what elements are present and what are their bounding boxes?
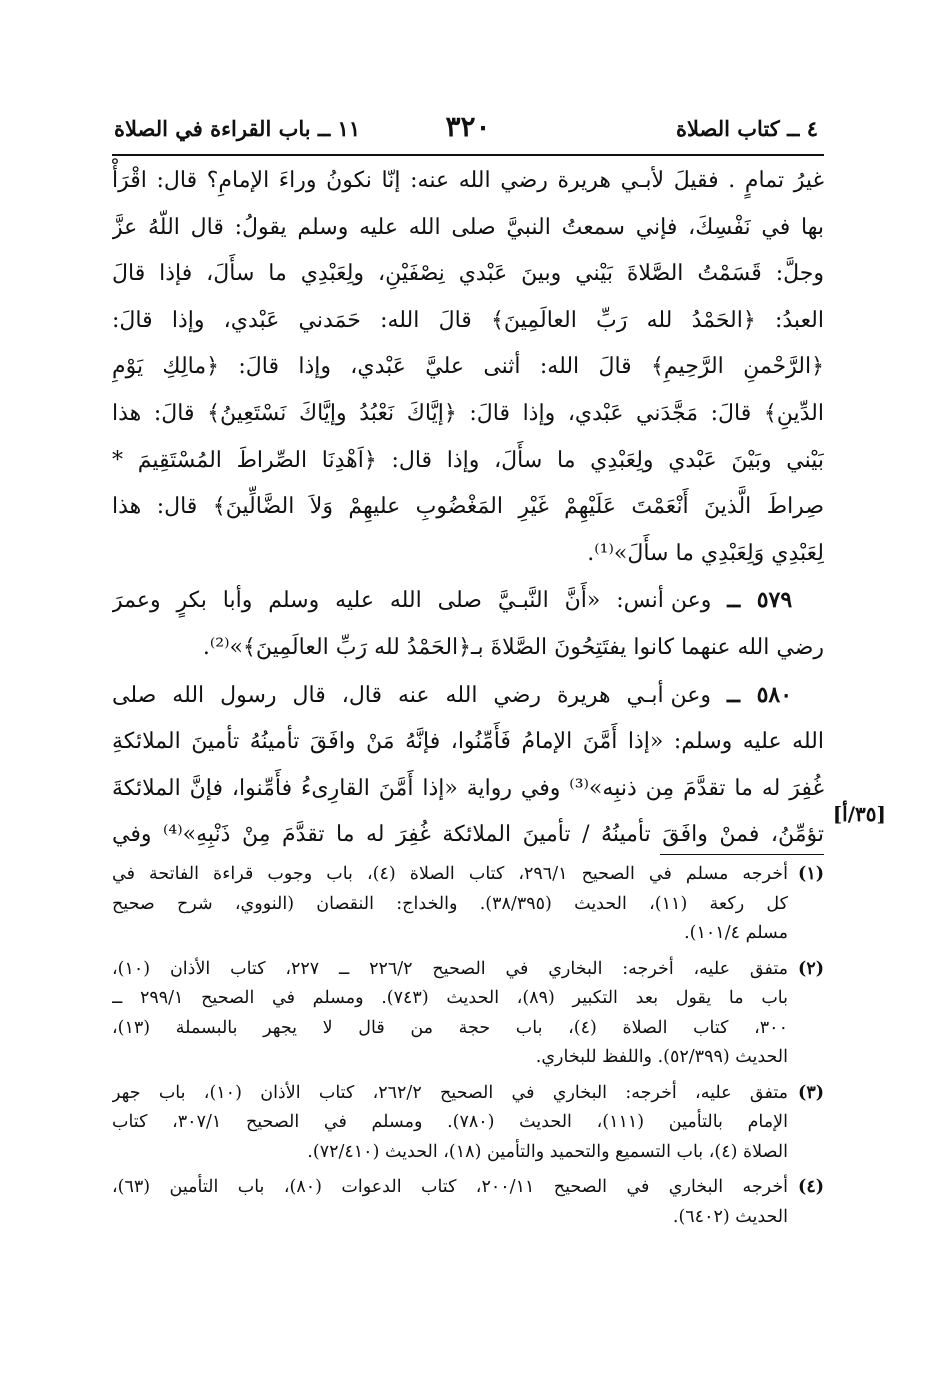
header-book-title: ٤ ــ كتاب الصلاة: [676, 116, 818, 141]
footnote-divider: [660, 854, 824, 855]
main-text: [112, 158, 824, 859]
footnote-1: [112, 860, 824, 949]
hadith-580: [112, 672, 824, 859]
manuscript-folio-marker: [٣٥/أ]: [832, 802, 886, 826]
running-header: [112, 108, 824, 156]
footnote-2: [112, 955, 824, 1073]
page-number: ٣٢٠: [445, 110, 491, 143]
footnote-line: باب ما يقول بعد التكبير (٨٩)، الحديث (٧٤٣). ومسلم في الصحيح ٢٩٩/١ ــ: [112, 988, 788, 1008]
footnote-line: كل ركعة (١١)، الحديث (٣٨/٣٩٥). والخداج: النقصان (النووي، شرح صحيح: [112, 893, 788, 914]
footnote-line: مسلم ١٠١/٤).: [684, 923, 788, 943]
footnote-line: ٣٠٠، كتاب الصلاة (٤)، باب حجة من قال لا يجهر بالبسملة (١٣)،: [112, 1017, 788, 1038]
paragraph-1: [112, 158, 824, 577]
footnote-line: الإمام بالتأمين (١١١)، الحديث (٧٨٠). ومسلم في الصحيح ٣٠٧/١، كتاب: [112, 1112, 788, 1132]
footnote-line: الحديث (٦٤٠٢).: [672, 1206, 788, 1227]
text-line: العبدُ: ﴿الحَمْدُ لله رَبِّ العالَمِينَ﴾ قالَ الله: حَمَدني عَبْدي، وإذا قالَ:: [112, 307, 824, 333]
book-page: [112, 108, 886, 1318]
text-line: غُفِرَ له ما تقدَّمَ مِن ذنبِه»⁽³⁾ وفي رواية «إذا أَمَّنَ القارِىءُ فأَمِّنوا، فإنَّ الملائكةَ: [112, 775, 824, 801]
footnote-number: (٤): [798, 1177, 824, 1197]
footnote-line: أخرجه البخاري في الصحيح ٢٠٠/١١، كتاب الدعوات (٨٠)، باب التأمين (٦٣)،: [112, 1177, 788, 1197]
footnote-3: [112, 1079, 824, 1168]
footnote-line: أخرجه مسلم في الصحيح ٢٩٦/١، كتاب الصلاة (٤)، باب وجوب قراءة الفاتحة في: [112, 864, 788, 884]
text-line: بَيْني وبَيْنَ عَبْدي ولِعَبْدِي ما سأَلَ، وإذا قال: ﴿اَهْدِنَا الصِّراطَ المُسْتَقِيمَ *: [112, 447, 824, 473]
footnote-line: متفق عليه، أخرجه: البخاري في الصحيح ٢٦٢/٢، كتاب الأذان (١٠)، باب جهر: [112, 1082, 788, 1103]
footnote-line: متفق عليه، أخرجه: البخاري في الصحيح ٢٢٦/٢ ــ ٢٢٧، كتاب الأذان (١٠)،: [112, 958, 788, 979]
text-line: وعن أنس: «أَنَّ النَّبـيَّ صلى الله عليه وسلم وأبا بكرٍ وعمرَ: [112, 588, 712, 614]
text-line: الله عليه وسلم: «إذا أَمَّنَ الإمامُ فَأَمِّنُوا، فإنَّهُ مَنْ وافَقَ تأمينُهُ تأمينَ الملائكةِ: [112, 729, 824, 755]
footnotes: [112, 860, 824, 1238]
hadith-579: [112, 577, 824, 671]
header-chapter-title: ١١ ــ باب القراءة في الصلاة: [114, 116, 361, 141]
text-line: ﴿الرَّحْمنِ الرَّحِيمِ﴾ قالَ الله: أثنى عليَّ عَبْدي، وإذا قالَ: ﴿مالِكِ يَوْمِ: [112, 354, 824, 380]
footnote-line: الحديث (٥٢/٣٩٩). واللفظ للبخاري.: [535, 1047, 788, 1067]
footnote-line: الصلاة (٤)، باب التسميع والتحميد والتأمين (١٨)، الحديث (٧٢/٤١٠).: [307, 1141, 788, 1162]
text-line: وعن أبـي هريرة رضي الله عنه قال، قال رسول الله صلى: [112, 682, 712, 708]
footnote-number: (٢): [798, 958, 824, 979]
text-line: صِراطَ الَّذينَ أَنْعَمْتَ عَلَيْهِمْ غَيْرِ المَغْضُوبِ عليهِمْ وَلاَ الضَّالِّينَ﴾ قال: هذا: [112, 494, 824, 520]
footnote-4: [112, 1173, 824, 1232]
text-line: تؤمِّنُ، فمنْ وافَقَ تأمينُهُ / تأمينَ الملائكة غُفِرَ له ما تقدَّمَ مِنْ ذَنْبِهِ»⁽⁴⁾ وفي: [112, 822, 824, 848]
hadith-number: ٥٨٠ ــ: [727, 681, 793, 708]
footnote-number: (٣): [798, 1082, 824, 1103]
text-line: رضي الله عنهما كانوا يفتَتِحُونَ الصَّلاةَ بـ﴿الحَمْدُ لله رَبِّ العالَمِينَ﴾»⁽²⁾.: [202, 634, 824, 660]
footnote-number: (١): [798, 864, 824, 884]
text-line: بها في نَفْسِكَ، فإني سمعتُ النبيَّ صلى الله عليه وسلم يقولُ: قال اللّهُ عزَّ: [112, 214, 824, 240]
text-line: غيرُ تمامٍ . فقيلَ لأبـي هريرة رضي الله عنه: إنّا نكونُ وراءَ الإمامِ؟ قال: اقْرَأْ: [112, 168, 824, 193]
text-line: لِعَبْدِي وَلِعَبْدِي ما سأَلَ»⁽¹⁾.: [587, 540, 824, 566]
text-line: وجلَّ: قَسَمْتُ الصَّلاةَ بَيْني وبينَ عَبْدي نِصْفَيْنِ، ولِعَبْدِي ما سأَلَ، فإذا قالَ: [112, 261, 824, 287]
hadith-number: ٥٧٩ ــ: [727, 587, 793, 614]
text-line: الدِّينِ﴾ قالَ: مَجَّدَني عَبْدي، وإذا قالَ: ﴿إيَّاكَ نَعْبُدُ وإيَّاكَ نَسْتَعِينُ﴾ قالَ: هذا: [112, 400, 824, 426]
